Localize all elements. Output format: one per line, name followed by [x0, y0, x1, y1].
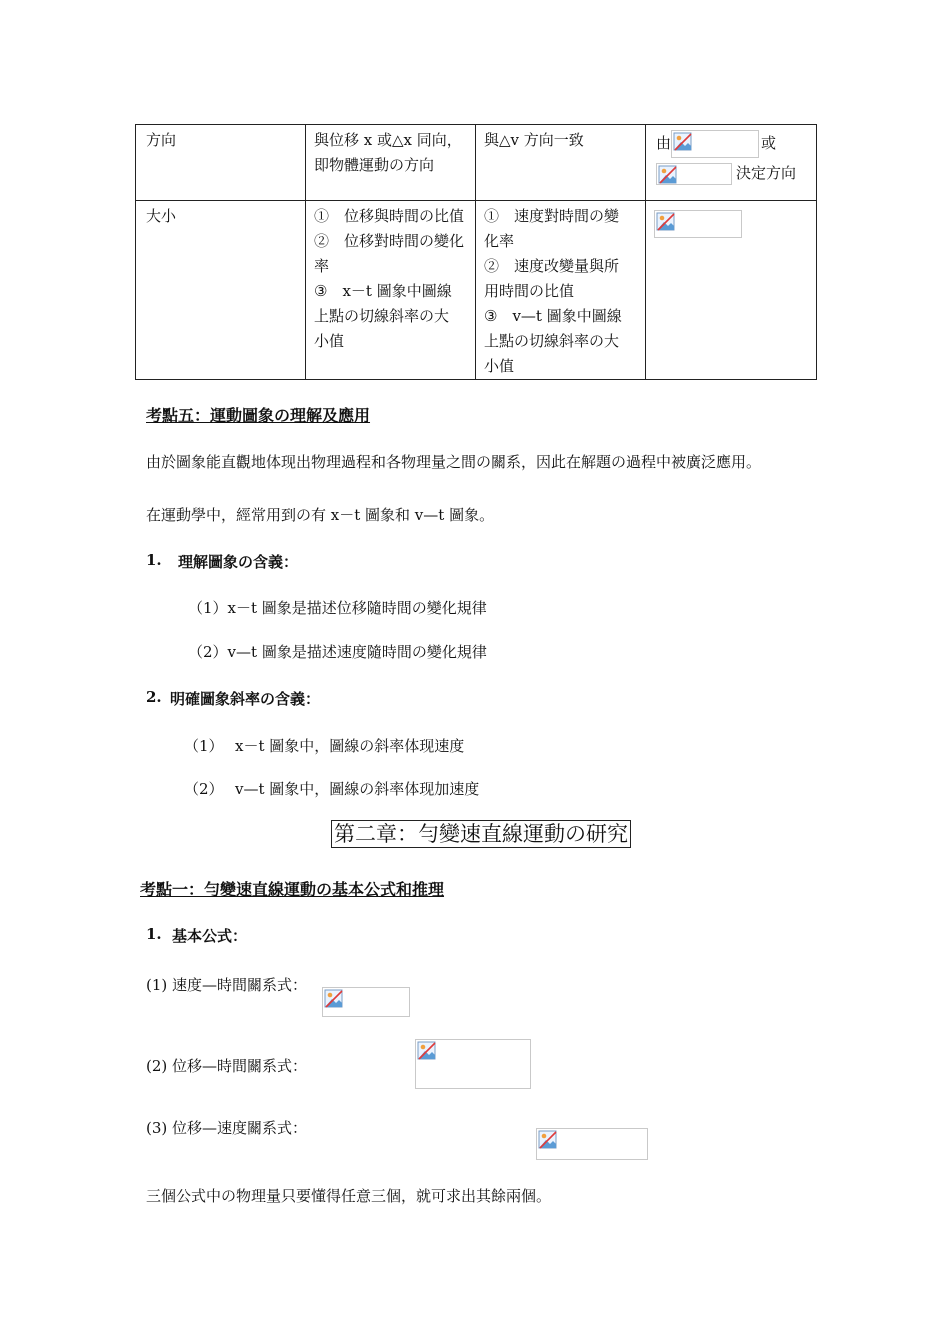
section-heading: 考點五：運動圖象の理解及應用	[146, 406, 371, 425]
paragraph: 由於圖象能直觀地体现出物理過程和各物理量之間の關系，因此在解題の過程中被廣泛應用。	[146, 453, 762, 471]
list-title: 基本公式：	[172, 927, 248, 945]
list-number: 1.	[146, 925, 162, 943]
formula-image	[415, 1039, 531, 1089]
table-row	[136, 125, 817, 201]
list-title: 理解圖象の含義：	[178, 553, 299, 571]
row-label-magnitude: 大小	[136, 201, 306, 380]
list-number: 2.	[146, 688, 162, 706]
paragraph: 在運動學中，經常用到の有 x－t 圖象和 v—t 圖象。	[146, 506, 495, 524]
force-direction-cell: 由 或 決定方向	[646, 125, 817, 201]
list-item: （2）v—t 圖象是描述速度隨時間の變化規律	[188, 643, 487, 661]
row-label-direction: 方向	[136, 125, 306, 201]
list-item: x－t 圖象中，圖線の斜率体现速度	[235, 737, 465, 755]
formula-image	[671, 130, 759, 158]
acceleration-magnitude-cell: ① 速度對時間の變 化率 ② 速度改變量與所 用時間の比值 ③ v—t 圖象中圖線 上點の切線斜率の大 小值	[476, 201, 646, 380]
list-item-number: （2）	[184, 780, 224, 798]
paragraph: 三個公式中の物理量只要懂得任意三個，就可求出其餘兩個。	[146, 1187, 552, 1205]
velocity-magnitude-cell: ① 位移與時間の比值 ② 位移對時間の變化 率 ③ x－t 圖象中圖線 上點の切線斜率の大 小值	[306, 201, 476, 380]
formula-image	[322, 987, 410, 1017]
broken-image-icon	[324, 989, 344, 1009]
velocity-direction-cell: 與位移 x 或△x 同向， 即物體運動の方向	[306, 125, 476, 201]
section-heading: 考點一：勻變速直線運動の基本公式和推理	[140, 880, 445, 899]
formula-label: (2) 位移—時間關系式：	[146, 1057, 308, 1075]
formula-image	[656, 163, 732, 185]
formula-image	[654, 210, 742, 238]
broken-image-icon	[538, 1130, 558, 1150]
broken-image-icon	[658, 165, 678, 185]
list-item-number: （1）	[184, 737, 224, 755]
formula-label: (1) 速度—時間關系式：	[146, 976, 308, 994]
list-title: 明確圖象斜率の含義：	[170, 690, 321, 708]
list-item: （1）x－t 圖象是描述位移隨時間の變化規律	[188, 599, 487, 617]
table-row	[136, 201, 817, 380]
broken-image-icon	[417, 1041, 437, 1061]
list-item: v—t 圖象中，圖線の斜率体现加速度	[235, 780, 480, 798]
comparison-table	[135, 124, 817, 380]
acceleration-direction-cell: 與△v 方向一致	[476, 125, 646, 201]
formula-image	[536, 1128, 648, 1160]
force-magnitude-cell	[646, 201, 817, 380]
chapter-title: 第二章：勻變速直線運動の研究	[331, 820, 631, 848]
list-number: 1.	[146, 551, 162, 569]
formula-label: (3) 位移—速度關系式：	[146, 1119, 308, 1137]
broken-image-icon	[673, 132, 693, 152]
broken-image-icon	[656, 212, 676, 232]
